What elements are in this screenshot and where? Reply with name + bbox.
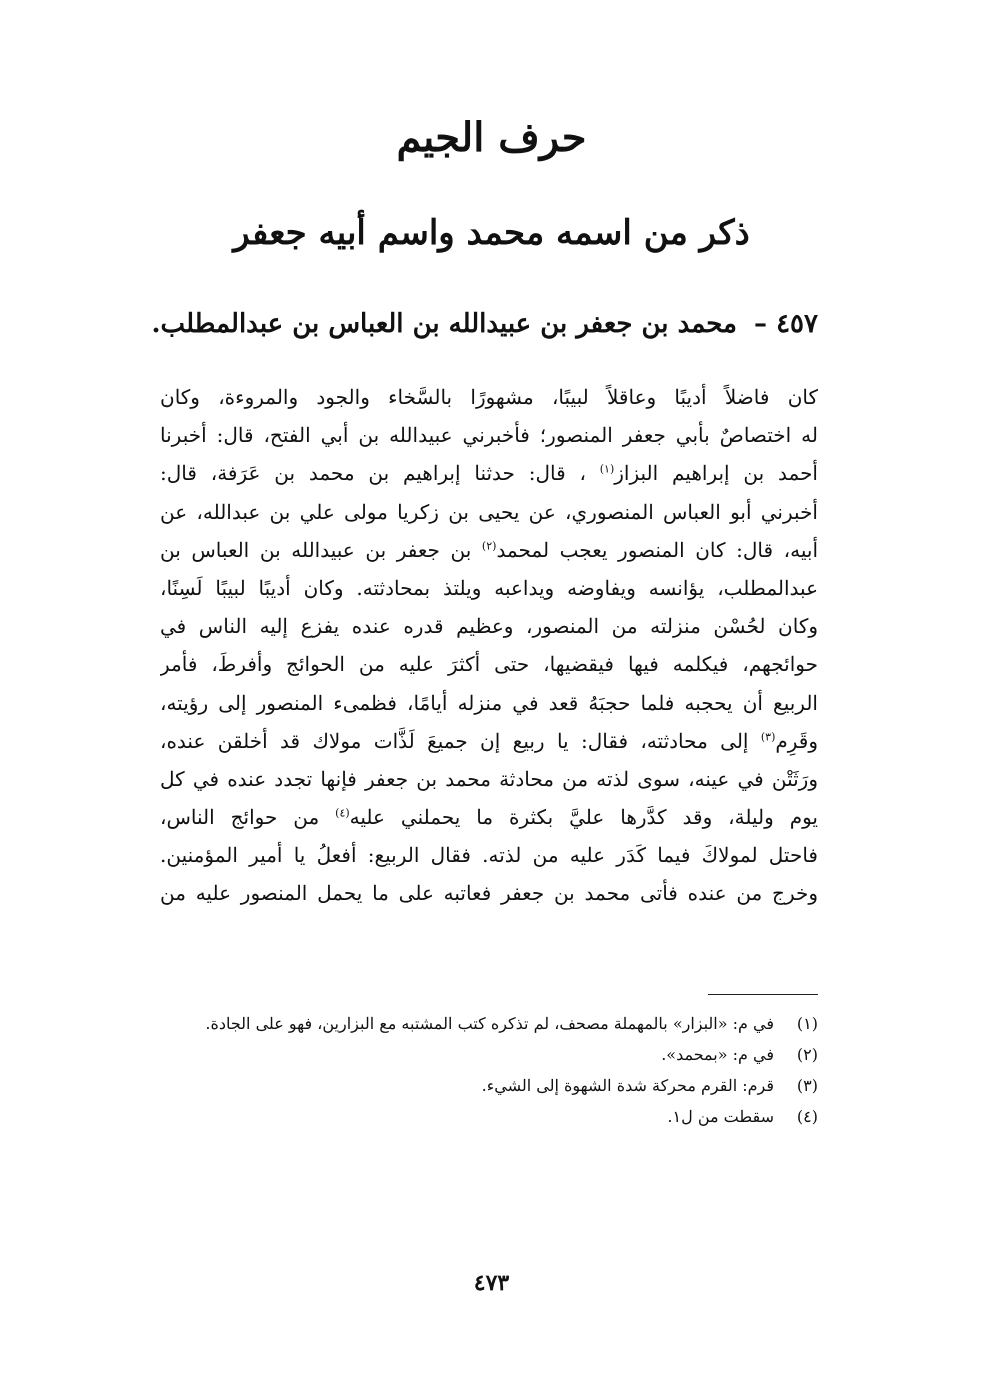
footnote-item <box>158 1010 818 1037</box>
section-title: ذكر من اسمه محمد واسم أبيه جعفر <box>233 213 750 253</box>
body-line: كان فاضلاً أديبًا وعاقلاً لبيبًا، مشهورًا بالسَّخاء والجود والمروءة، وكان <box>160 385 818 409</box>
footnote-divider <box>708 994 818 995</box>
footnote-mark: (٤) <box>335 806 350 820</box>
page-number: ٤٧٣ <box>473 1270 510 1296</box>
body-line <box>160 531 818 569</box>
footnote-number: (٢) <box>796 1045 818 1064</box>
body-line-text: ، قال: حدثنا إبراهيم بن محمد بن عَرَفة، قال: <box>160 461 586 486</box>
footnote-text: قرم: القرم محركة شدة الشهوة إلى الشيء. <box>481 1076 774 1095</box>
body-line <box>160 798 818 836</box>
footnote-number: (١) <box>796 1014 818 1033</box>
entry-name: محمد بن جعفر بن عبيدالله بن العباس بن عبدالمطلب. <box>151 309 737 339</box>
body-line <box>160 722 818 760</box>
body-line <box>160 454 818 492</box>
body-line-text: من حوائج الناس، <box>160 805 320 830</box>
chapter-title: حرف الجيم <box>396 114 587 161</box>
footnote-item <box>158 1103 818 1130</box>
footnote-mark: (٣) <box>760 730 776 744</box>
body-line-text: وقَرِم <box>775 728 818 753</box>
body-line-text: إلى محادثته، فقال: يا ربيع إن جميعَ لَذَّات مولاك قد أخلقن عنده، <box>160 728 749 753</box>
footnote-number: (٤) <box>796 1107 818 1126</box>
entry-heading <box>150 304 818 344</box>
body-line-text: بن جعفر بن عبيدالله بن العباس بن <box>160 537 472 562</box>
footnote-text: في م: «البزار» بالمهملة مصحف، لم تذكره كتب المشتبه مع البزارين، فهو على الجادة. <box>205 1014 774 1033</box>
body-line: عبدالمطلب، يؤانسه ويفاوضه ويداعبه ويلتذ بمحادثته. وكان أديبًا لبيبًا لَسِنًا، <box>160 575 818 600</box>
body-line-text: أحمد بن إبراهيم البزاز <box>614 461 818 486</box>
body-line: فاحتل لمولاكَ فيما كَدَر عليه من لذته. فقال الربيع: أفعلُ يا أمير المؤمنين. <box>160 843 818 868</box>
entry-number: ٤٥٧ – <box>754 309 818 339</box>
footnote-item <box>158 1072 818 1099</box>
footnotes <box>158 1010 818 1134</box>
body-line: حوائجهم، فيكلمه فيها فيقضيها، حتى أكثرَ عليه من الحوائج وأفرطَ، فأمر <box>160 652 818 677</box>
body-text <box>160 378 818 913</box>
body-line: وكان لحُسْن منزلته من المنصور، وعظيم قدره عنده يفزع إليه الناس في <box>160 614 818 639</box>
body-line: ورَثَتْن في عينه، سوى لذته من محادثة محمد بن جعفر فإنها تجدد عنده في كل <box>160 766 818 791</box>
body-line: له اختصاصٌ بأبي جعفر المنصور؛ فأخبرني عبيدالله بن أبي الفتح، قال: أخبرنا <box>160 423 818 448</box>
body-line: أخبرني أبو العباس المنصوري، عن يحيى بن زكريا مولى علي بن عبدالله، عن <box>160 499 818 524</box>
footnote-item <box>158 1041 818 1068</box>
body-line: الربيع أن يحجبه فلما حجبَهُ قعد في منزله أيامًا، فظمىء المنصور إلى رؤيته، <box>160 690 818 715</box>
footnote-mark: (٢) <box>481 539 497 553</box>
body-line-text: يوم وليلة، وقد كدَّرها عليَّ بكثرة ما يحملني عليه <box>349 805 818 830</box>
footnote-mark: (١) <box>599 462 615 476</box>
body-line: وخرج من عنده فأتى محمد بن جعفر فعاتبه على ما يحمل المنصور عليه من <box>160 881 818 906</box>
footnote-text: في م: «بمحمد». <box>661 1045 774 1064</box>
footnote-text: سقطت من ل١. <box>667 1107 774 1126</box>
body-line-text: أبيه، قال: كان المنصور يعجب لمحمد <box>496 537 818 562</box>
footnote-number: (٣) <box>796 1076 818 1095</box>
